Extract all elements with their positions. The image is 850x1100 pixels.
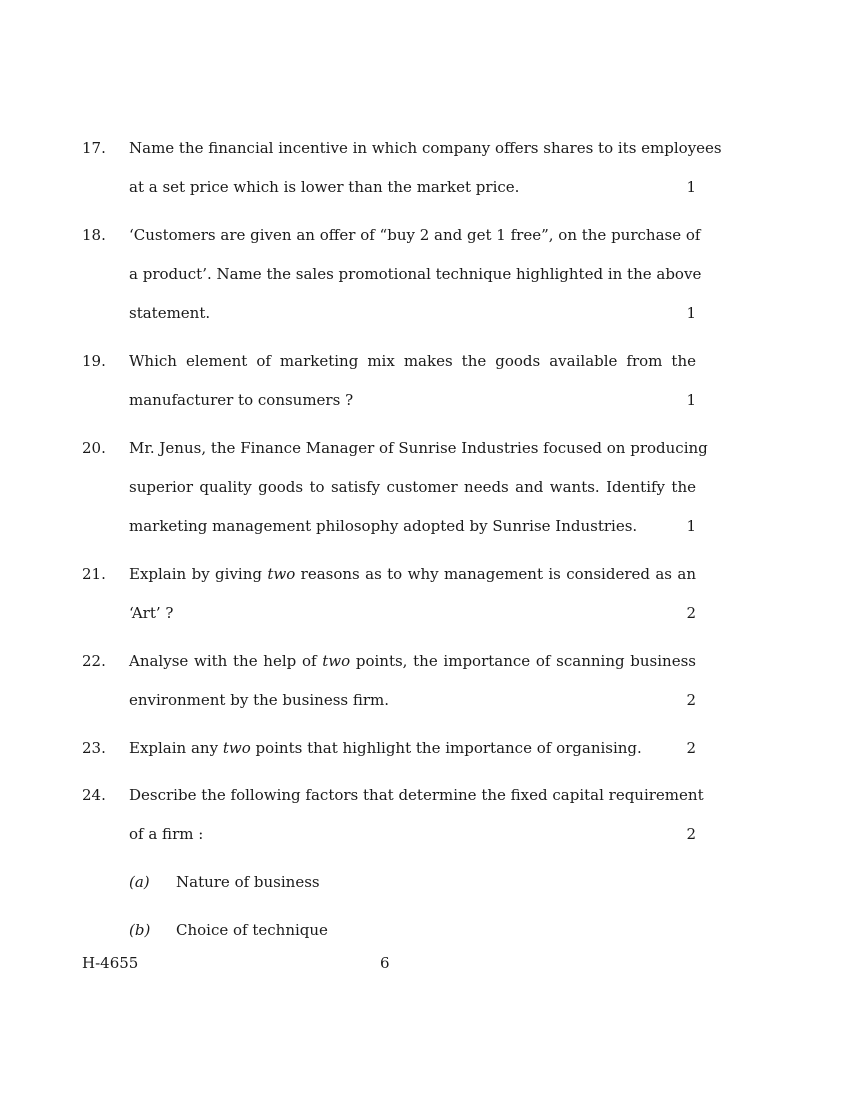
question-number: 22. xyxy=(82,652,106,670)
text-fragment: reasons as to why management is considered as an xyxy=(295,565,696,583)
text-fragment: points that highlight the importance of organising. xyxy=(250,739,642,757)
question-text-line xyxy=(129,650,696,672)
question-text-line xyxy=(129,563,696,585)
question-number: 24. xyxy=(82,786,106,804)
question-number: 17. xyxy=(82,139,106,157)
marks: 1 xyxy=(686,517,696,535)
marks: 2 xyxy=(686,691,696,709)
text-fragment: Explain by giving xyxy=(129,565,268,583)
question-text-line: Describe the following factors that determine the fixed capital requirement xyxy=(129,786,704,804)
subpart-label: (a) xyxy=(129,873,150,891)
text-fragment: Analyse with the help of xyxy=(129,652,323,670)
question-text-line xyxy=(129,737,696,759)
marks: 1 xyxy=(686,391,696,409)
question-number: 23. xyxy=(82,739,106,757)
question-text-line: marketing management philosophy adopted by Sunrise Industries. xyxy=(129,517,638,535)
question-text-line: a product’. Name the sales promotional technique highlighted in the above xyxy=(129,265,702,283)
marks: 2 xyxy=(686,739,696,757)
question-text-line: Name the financial incentive in which company offers shares to its employees xyxy=(129,139,722,157)
subpart-text: Nature of business xyxy=(176,873,320,891)
question-text-line: of a firm : xyxy=(129,825,204,843)
emphasis-text: two xyxy=(267,565,296,583)
question-number: 21. xyxy=(82,565,106,583)
emphasis-text: two xyxy=(322,652,351,670)
question-text-line: Which element of marketing mix makes the goods available from the xyxy=(129,352,696,370)
question-number: 20. xyxy=(82,439,106,457)
subpart-a xyxy=(129,871,320,893)
emphasis-text: two xyxy=(222,739,251,757)
question-text-line: at a set price which is lower than the market price. xyxy=(129,178,520,196)
text-fragment: points, the importance of scanning business xyxy=(350,652,696,670)
marks: 1 xyxy=(686,304,696,322)
question-text-line: environment by the business firm. xyxy=(129,691,390,709)
question-number: 18. xyxy=(82,226,106,244)
page-number: 6 xyxy=(380,954,390,972)
question-text-line: ‘Art’ ? xyxy=(129,604,174,622)
question-number: 19. xyxy=(82,352,106,370)
subpart-label: (b) xyxy=(129,921,151,939)
question-text-line: Mr. Jenus, the Finance Manager of Sunrise Industries focused on producing xyxy=(129,439,708,457)
marks: 1 xyxy=(686,178,696,196)
subpart-b xyxy=(129,919,328,941)
subpart-text: Choice of technique xyxy=(176,921,328,939)
marks: 2 xyxy=(686,604,696,622)
question-text-line: statement. xyxy=(129,304,211,322)
question-text-line: superior quality goods to satisfy customer needs and wants. Identify the xyxy=(129,478,696,496)
text-fragment: Explain any xyxy=(129,739,223,757)
paper-code: H-4655 xyxy=(82,954,139,972)
marks: 2 xyxy=(686,825,696,843)
question-text-line: ‘Customers are given an offer of “buy 2 and get 1 free”, on the purchase of xyxy=(129,226,701,244)
question-text-line: manufacturer to consumers ? xyxy=(129,391,354,409)
